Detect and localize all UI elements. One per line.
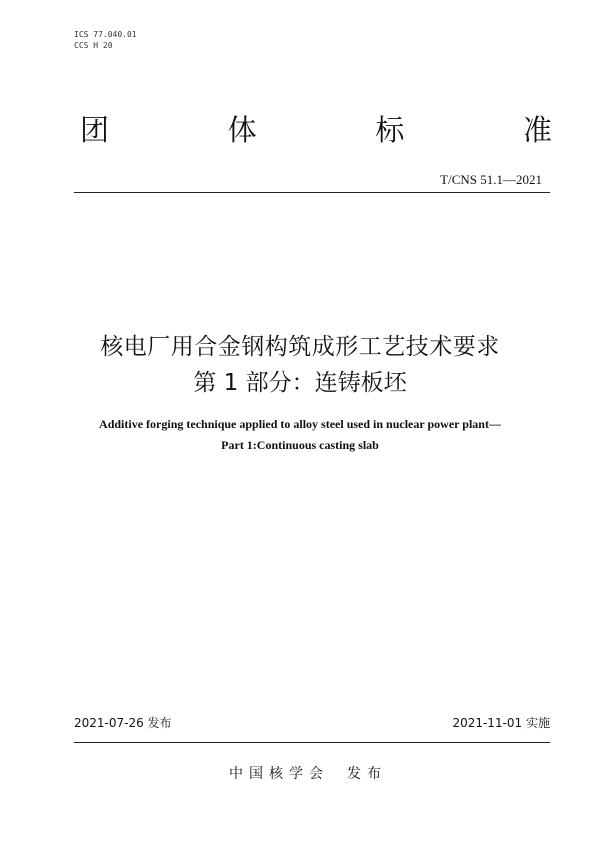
issuer-name: 中国核学会 bbox=[229, 766, 329, 782]
heading-char-2: 体 bbox=[227, 113, 257, 147]
standard-number: T/CNS 51.1—2021 bbox=[440, 172, 542, 187]
ccs-code: CCS H 20 bbox=[74, 41, 113, 50]
publish-date: 2021-07-26 发布 bbox=[74, 716, 172, 730]
heading-char-4: 准 bbox=[522, 113, 552, 147]
chinese-title-line-2: 第 1 部分：连铸板坯 bbox=[193, 370, 407, 396]
heading-char-3: 标 bbox=[375, 113, 405, 147]
english-title-line-2: Part 1:Continuous casting slab bbox=[221, 438, 379, 452]
issuer-action: 发布 bbox=[347, 766, 387, 782]
ics-code: ICS 77.040.01 bbox=[74, 30, 137, 39]
issuer-line bbox=[229, 765, 387, 783]
classification-codes bbox=[74, 29, 137, 51]
bottom-divider bbox=[74, 742, 550, 743]
top-divider bbox=[74, 192, 550, 193]
english-title-line-1: Additive forging technique applied to alloy steel used in nuclear power plant— bbox=[99, 417, 501, 431]
chinese-title-line-1: 核电厂用合金钢构筑成形工艺技术要求 bbox=[100, 334, 500, 360]
implement-date: 2021-11-01 实施 bbox=[452, 716, 550, 730]
document-type-heading bbox=[80, 110, 552, 150]
heading-char-1: 团 bbox=[80, 113, 110, 147]
